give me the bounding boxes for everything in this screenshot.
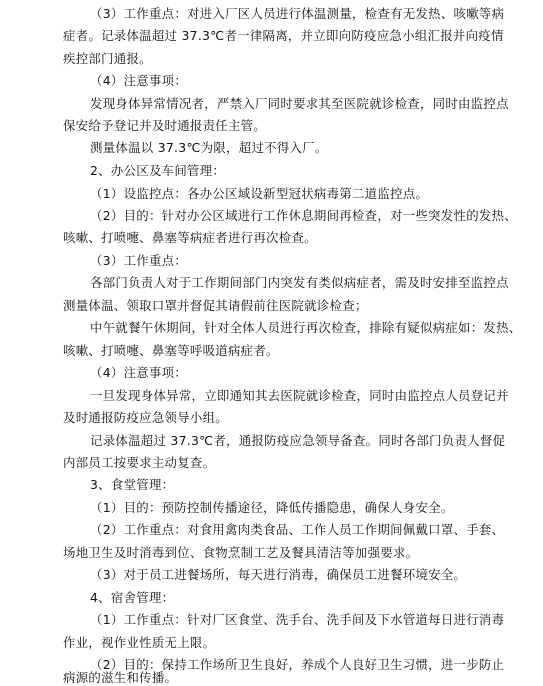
text-line: 中午就餐午休期间，针对全体人员进行再次检查，排除有疑似病症如：发热、 (90, 320, 522, 335)
text-line: 记录体温超过 37.3℃者，通报防疫应急领导备查。同时各部门负责人督促 (90, 433, 506, 448)
text-line: （4）注意事项： (90, 73, 188, 88)
text-line: （2）工作重点：对食用禽肉类食品、工作人员工作期间佩戴口罩、手套、 (90, 522, 505, 537)
text-line: （3）工作重点： (90, 253, 188, 268)
text-line: （3）对于员工进餐场所，每天进行消毒，确保员工进餐环境安全。 (90, 567, 467, 582)
text-line: 发现身体异常情况者，严禁入厂同时要求其至医院就诊检查，同时由监控点 (90, 96, 509, 111)
text-line: （3）工作重点：对进入厂区人员进行体温测量，检查有无发热、咳嗽等病 (90, 6, 505, 21)
text-line: 病源的滋生和传播。 (63, 670, 178, 685)
text-line: 咳嗽、打喷嚏、鼻塞等呼吸道病症者。 (63, 343, 279, 358)
section-heading: 4、宿舍管理： (90, 590, 175, 605)
text-line: 及时通报防疫应急领导小组。 (63, 410, 228, 425)
section-heading: 2、办公区及车间管理： (90, 163, 226, 178)
text-line: 一旦发现身体异常，立即通知其去医院就诊检查，同时由监控点人员登记并 (90, 388, 509, 403)
text-line: （2）目的：针对办公区域进行工作休息期间再检查，对一些突发性的发热、 (90, 208, 517, 223)
text-line: （2）目的：保持工作场所卫生良好，养成个人良好卫生习惯，进一步防止 (90, 657, 505, 672)
text-line: （1）目的：预防控制传播途径，降低传播隐患，确保人身安全。 (90, 500, 454, 515)
text-line: 场地卫生及时消毒到位、食物烹制工艺及餐具清洁等加强要求。 (63, 545, 419, 560)
text-line: （1）设监控点：各办公区域设新型冠状病毒第二道监控点。 (90, 186, 429, 201)
text-line: 保安给予登记并及时通报责任主管。 (63, 118, 267, 133)
text-line: 咳嗽、打喷嚏、鼻塞等病症者进行再次检查。 (63, 230, 317, 245)
text-line: （4）注意事项： (90, 365, 188, 380)
text-line: 测量体温、领取口罩并督促其请假前往医院就诊检查； (63, 298, 368, 313)
text-line: 测量体温以 37.3℃为限，超过不得入厂。 (90, 140, 328, 155)
text-line: 疾控部门通报。 (63, 51, 152, 66)
text-line: （1）工作重点：针对厂区食堂、洗手台、洗手间及下水管道每日进行消毒 (90, 612, 505, 627)
text-line: 各部门负责人对于工作期间部门内突发有类似病症者，需及时安排至监控点 (90, 275, 509, 290)
text-line: 作业，视作业性质无上限。 (63, 635, 216, 650)
text-line: 内部员工按要求主动复查。 (63, 455, 216, 470)
section-heading: 3、食堂管理： (90, 477, 175, 492)
text-line: 症者。记录体温超过 37.3℃者一律隔离，并立即向防疫应急小组汇报并向疫情 (63, 28, 504, 43)
